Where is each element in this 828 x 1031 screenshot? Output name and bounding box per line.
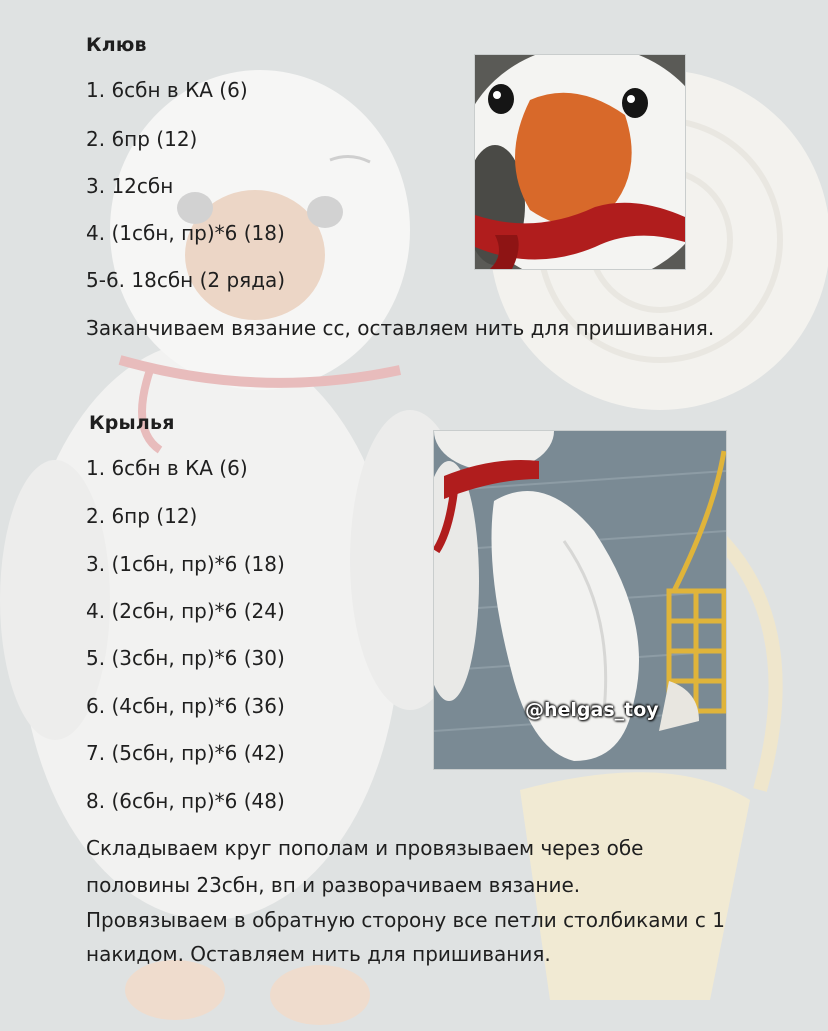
wing-step: 5. (3сбн, пр)*6 (30) — [86, 646, 285, 670]
wing-note-line: накидом. Оставляем нить для пришивания. — [86, 942, 551, 966]
beak-note: Заканчиваем вязание сс, оставляем нить для пришивания. — [86, 316, 715, 340]
wing-step: 3. (1сбн, пр)*6 (18) — [86, 552, 285, 576]
wing-step: 6. (4сбн, пр)*6 (36) — [86, 694, 285, 718]
goose-face-photo — [474, 54, 686, 270]
wing-note-line: половины 23сбн, вп и разворачиваем вязание. — [86, 873, 581, 897]
wing-step: 2. 6пр (12) — [86, 504, 198, 528]
wing-step: 4. (2сбн, пр)*6 (24) — [86, 599, 285, 623]
beak-step: 5-6. 18сбн (2 ряда) — [86, 268, 286, 292]
wing-note-line: Складываем круг пополам и провязываем через обе — [86, 836, 644, 860]
watermark-label: @helgas_toy — [525, 699, 659, 721]
section-title-beak: Клюв — [86, 34, 147, 56]
wing-note-line: Провязываем в обратную сторону все петли столбиками с 1 — [86, 908, 725, 932]
wing-step: 1. 6сбн в КА (6) — [86, 456, 248, 480]
beak-step: 4. (1сбн, пр)*6 (18) — [86, 221, 285, 245]
wing-step: 8. (6сбн, пр)*6 (48) — [86, 789, 285, 813]
section-title-wings: Крылья — [89, 412, 175, 434]
beak-step: 3. 12сбн — [86, 174, 174, 198]
beak-step: 1. 6сбн в КА (6) — [86, 78, 248, 102]
wing-step: 7. (5сбн, пр)*6 (42) — [86, 741, 285, 765]
beak-step: 2. 6пр (12) — [86, 127, 198, 151]
